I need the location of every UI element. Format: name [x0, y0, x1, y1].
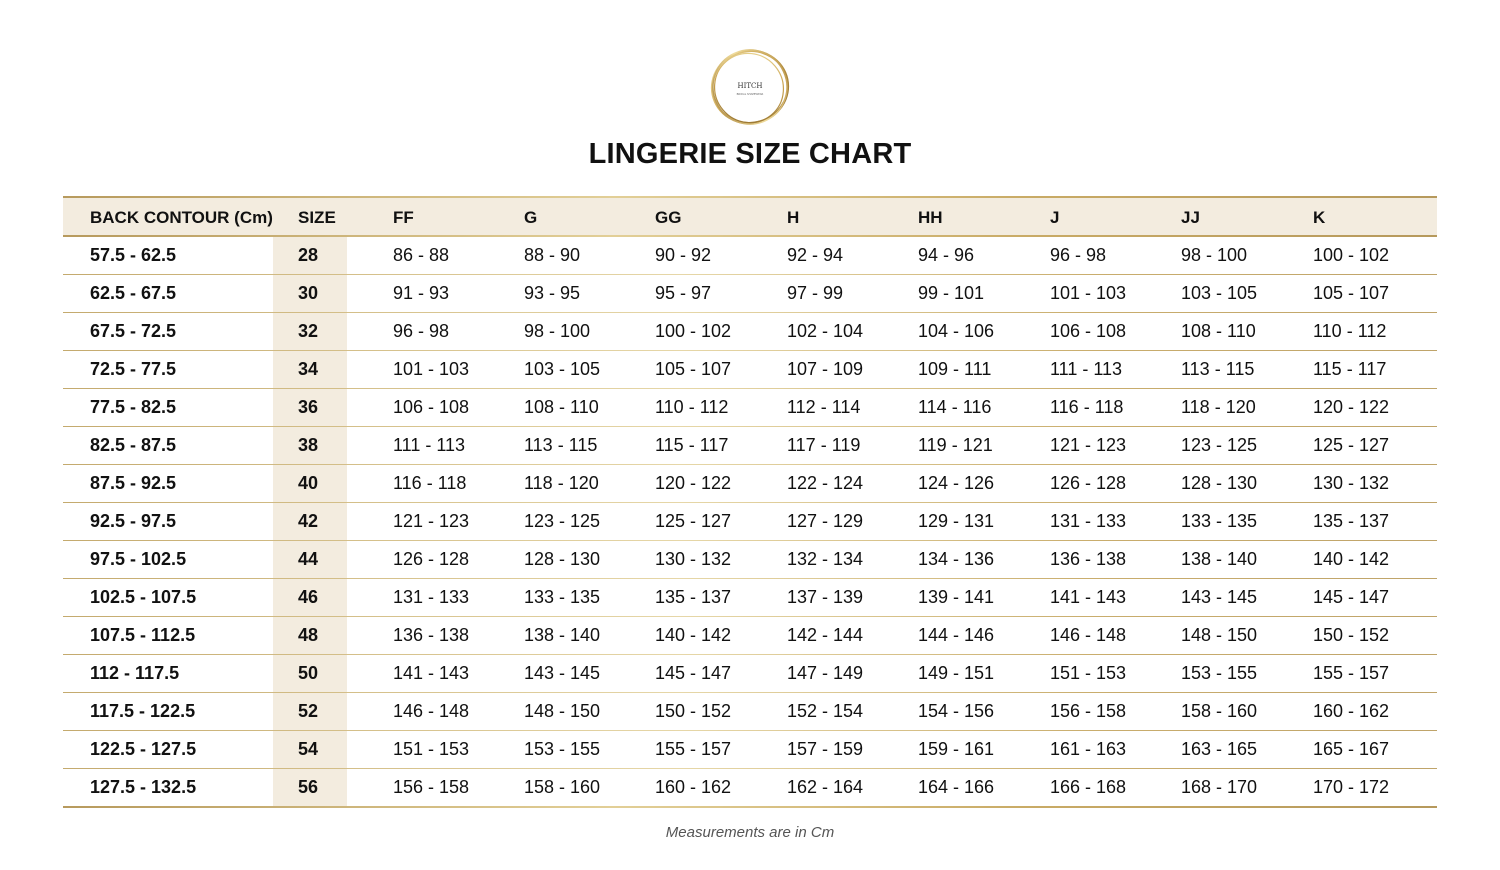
- cell-size: 32: [298, 321, 319, 341]
- brand-name: HITCH: [737, 82, 763, 90]
- table-row: [63, 617, 1437, 654]
- cell-k: 160 - 162: [1313, 701, 1390, 721]
- column-header-g: G: [524, 208, 538, 227]
- cell-j: 136 - 138: [1050, 549, 1127, 569]
- cell-back-contour: 92.5 - 97.5: [90, 511, 177, 531]
- cell-back-contour: 82.5 - 87.5: [90, 435, 177, 455]
- cell-j: 126 - 128: [1050, 473, 1127, 493]
- cell-hh: 129 - 131: [918, 511, 995, 531]
- cell-size: 46: [298, 587, 319, 607]
- cell-h: 122 - 124: [787, 473, 864, 493]
- cell-hh: 94 - 96: [918, 245, 975, 265]
- cell-k: 100 - 102: [1313, 245, 1390, 265]
- cell-j: 156 - 158: [1050, 701, 1127, 721]
- cell-size: 34: [298, 359, 319, 379]
- cell-g: 158 - 160: [524, 777, 601, 797]
- cell-size: 30: [298, 283, 319, 303]
- column-header-gg: GG: [655, 208, 682, 227]
- cell-jj: 148 - 150: [1181, 625, 1258, 645]
- cell-jj: 153 - 155: [1181, 663, 1258, 683]
- cell-g: 98 - 100: [524, 321, 591, 341]
- cell-gg: 135 - 137: [655, 587, 732, 607]
- cell-back-contour: 107.5 - 112.5: [90, 625, 196, 645]
- cell-g: 108 - 110: [524, 397, 599, 417]
- cell-ff: 151 - 153: [393, 739, 470, 759]
- cell-k: 135 - 137: [1313, 511, 1390, 531]
- cell-j: 161 - 163: [1050, 739, 1127, 759]
- cell-k: 150 - 152: [1313, 625, 1390, 645]
- cell-h: 117 - 119: [787, 435, 861, 455]
- cell-back-contour: 102.5 - 107.5: [90, 587, 197, 607]
- cell-jj: 158 - 160: [1181, 701, 1258, 721]
- cell-g: 133 - 135: [524, 587, 601, 607]
- page-title: LINGERIE SIZE CHART: [588, 138, 912, 170]
- cell-ff: 136 - 138: [393, 625, 470, 645]
- cell-g: 153 - 155: [524, 739, 601, 759]
- column-header-ff: FF: [393, 208, 414, 227]
- table-header-row: [63, 198, 1437, 235]
- table-row: [63, 693, 1437, 730]
- cell-h: 142 - 144: [787, 625, 864, 645]
- cell-hh: 159 - 161: [918, 739, 995, 759]
- cell-g: 128 - 130: [524, 549, 601, 569]
- cell-back-contour: 67.5 - 72.5: [90, 321, 177, 341]
- cell-hh: 104 - 106: [918, 321, 995, 341]
- cell-k: 105 - 107: [1313, 283, 1390, 303]
- cell-j: 166 - 168: [1050, 777, 1127, 797]
- cell-back-contour: 87.5 - 92.5: [90, 473, 177, 493]
- cell-back-contour: 127.5 - 132.5: [90, 777, 197, 797]
- cell-k: 145 - 147: [1313, 587, 1390, 607]
- table-row: [63, 465, 1437, 502]
- cell-gg: 115 - 117: [655, 435, 729, 455]
- cell-hh: 109 - 111: [918, 359, 992, 379]
- cell-h: 157 - 159: [787, 739, 864, 759]
- cell-jj: 123 - 125: [1181, 435, 1258, 455]
- cell-size: 56: [298, 777, 319, 797]
- cell-jj: 133 - 135: [1181, 511, 1258, 531]
- cell-size: 40: [298, 473, 319, 493]
- column-header-hh: HH: [918, 208, 943, 227]
- cell-hh: 114 - 116: [918, 397, 992, 417]
- cell-gg: 110 - 112: [655, 397, 729, 417]
- cell-hh: 139 - 141: [918, 587, 995, 607]
- cell-h: 102 - 104: [787, 321, 864, 341]
- cell-k: 140 - 142: [1313, 549, 1390, 569]
- cell-j: 106 - 108: [1050, 321, 1127, 341]
- cell-size: 48: [298, 625, 319, 645]
- cell-g: 103 - 105: [524, 359, 601, 379]
- cell-g: 123 - 125: [524, 511, 601, 531]
- column-header-k: K: [1313, 208, 1326, 227]
- row-divider: [63, 806, 1437, 808]
- cell-h: 132 - 134: [787, 549, 864, 569]
- cell-jj: 108 - 110: [1181, 321, 1256, 341]
- cell-j: 101 - 103: [1050, 283, 1127, 303]
- cell-gg: 105 - 107: [655, 359, 732, 379]
- cell-g: 113 - 115: [524, 435, 598, 455]
- table-row: [63, 237, 1437, 274]
- cell-size: 52: [298, 701, 319, 721]
- cell-size: 28: [298, 245, 319, 265]
- cell-size: 42: [298, 511, 319, 531]
- cell-jj: 113 - 115: [1181, 359, 1255, 379]
- cell-gg: 145 - 147: [655, 663, 732, 683]
- cell-jj: 128 - 130: [1181, 473, 1258, 493]
- measurement-footnote: Measurements are in Cm: [665, 824, 835, 841]
- column-header-jj: JJ: [1181, 208, 1200, 227]
- cell-gg: 95 - 97: [655, 283, 712, 303]
- cell-h: 92 - 94: [787, 245, 844, 265]
- cell-gg: 155 - 157: [655, 739, 732, 759]
- cell-back-contour: 77.5 - 82.5: [90, 397, 177, 417]
- cell-j: 131 - 133: [1050, 511, 1127, 531]
- column-header-size: SIZE: [298, 208, 336, 227]
- cell-h: 127 - 129: [787, 511, 864, 531]
- cell-g: 138 - 140: [524, 625, 601, 645]
- cell-k: 115 - 117: [1313, 359, 1387, 379]
- cell-k: 155 - 157: [1313, 663, 1390, 683]
- cell-j: 141 - 143: [1050, 587, 1127, 607]
- size-chart-table: [63, 196, 1437, 808]
- cell-gg: 150 - 152: [655, 701, 732, 721]
- brand-logo: [707, 46, 793, 128]
- cell-gg: 160 - 162: [655, 777, 732, 797]
- cell-back-contour: 62.5 - 67.5: [90, 283, 177, 303]
- cell-back-contour: 122.5 - 127.5: [90, 739, 197, 759]
- brand-tagline: BRIDAL SHAPEWEAR: [736, 93, 764, 96]
- cell-jj: 163 - 165: [1181, 739, 1258, 759]
- cell-h: 147 - 149: [787, 663, 864, 683]
- cell-g: 118 - 120: [524, 473, 599, 493]
- cell-hh: 154 - 156: [918, 701, 995, 721]
- cell-g: 93 - 95: [524, 283, 581, 303]
- table-row: [63, 579, 1437, 616]
- column-header-j: J: [1050, 208, 1060, 227]
- cell-back-contour: 97.5 - 102.5: [90, 549, 187, 569]
- table-row: [63, 769, 1437, 806]
- cell-ff: 156 - 158: [393, 777, 470, 797]
- cell-jj: 98 - 100: [1181, 245, 1248, 265]
- cell-k: 130 - 132: [1313, 473, 1390, 493]
- cell-hh: 134 - 136: [918, 549, 995, 569]
- cell-ff: 141 - 143: [393, 663, 470, 683]
- column-header-back-contour: BACK CONTOUR (Cm): [90, 208, 273, 227]
- cell-back-contour: 112 - 117.5: [90, 663, 180, 683]
- cell-size: 44: [298, 549, 319, 569]
- cell-gg: 130 - 132: [655, 549, 732, 569]
- table-row: [63, 389, 1437, 426]
- cell-g: 143 - 145: [524, 663, 601, 683]
- cell-hh: 99 - 101: [918, 283, 985, 303]
- cell-size: 36: [298, 397, 319, 417]
- cell-k: 165 - 167: [1313, 739, 1390, 759]
- cell-jj: 168 - 170: [1181, 777, 1258, 797]
- table-row: [63, 541, 1437, 578]
- column-header-h: H: [787, 208, 800, 227]
- table-body: [63, 237, 1437, 808]
- cell-ff: 131 - 133: [393, 587, 470, 607]
- cell-k: 170 - 172: [1313, 777, 1390, 797]
- cell-jj: 143 - 145: [1181, 587, 1258, 607]
- cell-jj: 138 - 140: [1181, 549, 1258, 569]
- cell-h: 137 - 139: [787, 587, 864, 607]
- cell-hh: 119 - 121: [918, 435, 993, 455]
- cell-size: 38: [298, 435, 319, 455]
- cell-ff: 101 - 103: [393, 359, 470, 379]
- cell-h: 97 - 99: [787, 283, 844, 303]
- cell-back-contour: 57.5 - 62.5: [90, 245, 177, 265]
- cell-j: 146 - 148: [1050, 625, 1127, 645]
- table-row: [63, 655, 1437, 692]
- cell-gg: 140 - 142: [655, 625, 732, 645]
- cell-k: 110 - 112: [1313, 321, 1387, 341]
- cell-g: 148 - 150: [524, 701, 601, 721]
- cell-h: 152 - 154: [787, 701, 864, 721]
- cell-hh: 164 - 166: [918, 777, 995, 797]
- cell-k: 125 - 127: [1313, 435, 1390, 455]
- table-row: [63, 427, 1437, 464]
- cell-h: 112 - 114: [787, 397, 861, 417]
- cell-jj: 118 - 120: [1181, 397, 1256, 417]
- cell-gg: 120 - 122: [655, 473, 732, 493]
- cell-size: 50: [298, 663, 319, 683]
- cell-ff: 126 - 128: [393, 549, 470, 569]
- cell-j: 96 - 98: [1050, 245, 1107, 265]
- cell-j: 116 - 118: [1050, 397, 1124, 417]
- cell-ff: 106 - 108: [393, 397, 470, 417]
- cell-hh: 144 - 146: [918, 625, 995, 645]
- cell-ff: 91 - 93: [393, 283, 450, 303]
- cell-h: 162 - 164: [787, 777, 864, 797]
- cell-ff: 146 - 148: [393, 701, 470, 721]
- table-row: [63, 275, 1437, 312]
- cell-hh: 149 - 151: [918, 663, 995, 683]
- cell-ff: 96 - 98: [393, 321, 450, 341]
- cell-jj: 103 - 105: [1181, 283, 1258, 303]
- cell-j: 121 - 123: [1050, 435, 1127, 455]
- cell-ff: 121 - 123: [393, 511, 470, 531]
- table-row: [63, 351, 1437, 388]
- cell-h: 107 - 109: [787, 359, 864, 379]
- cell-hh: 124 - 126: [918, 473, 995, 493]
- table-row: [63, 731, 1437, 768]
- cell-size: 54: [298, 739, 319, 759]
- cell-gg: 125 - 127: [655, 511, 732, 531]
- gold-rings-logo-icon: [707, 46, 793, 128]
- cell-j: 111 - 113: [1050, 359, 1123, 379]
- cell-j: 151 - 153: [1050, 663, 1127, 683]
- table-row: [63, 503, 1437, 540]
- cell-g: 88 - 90: [524, 245, 581, 265]
- cell-ff: 116 - 118: [393, 473, 467, 493]
- cell-k: 120 - 122: [1313, 397, 1390, 417]
- cell-back-contour: 72.5 - 77.5: [90, 359, 177, 379]
- cell-gg: 100 - 102: [655, 321, 732, 341]
- cell-gg: 90 - 92: [655, 245, 712, 265]
- table-row: [63, 313, 1437, 350]
- cell-back-contour: 117.5 - 122.5: [90, 701, 196, 721]
- cell-ff: 86 - 88: [393, 245, 450, 265]
- cell-ff: 111 - 113: [393, 435, 466, 455]
